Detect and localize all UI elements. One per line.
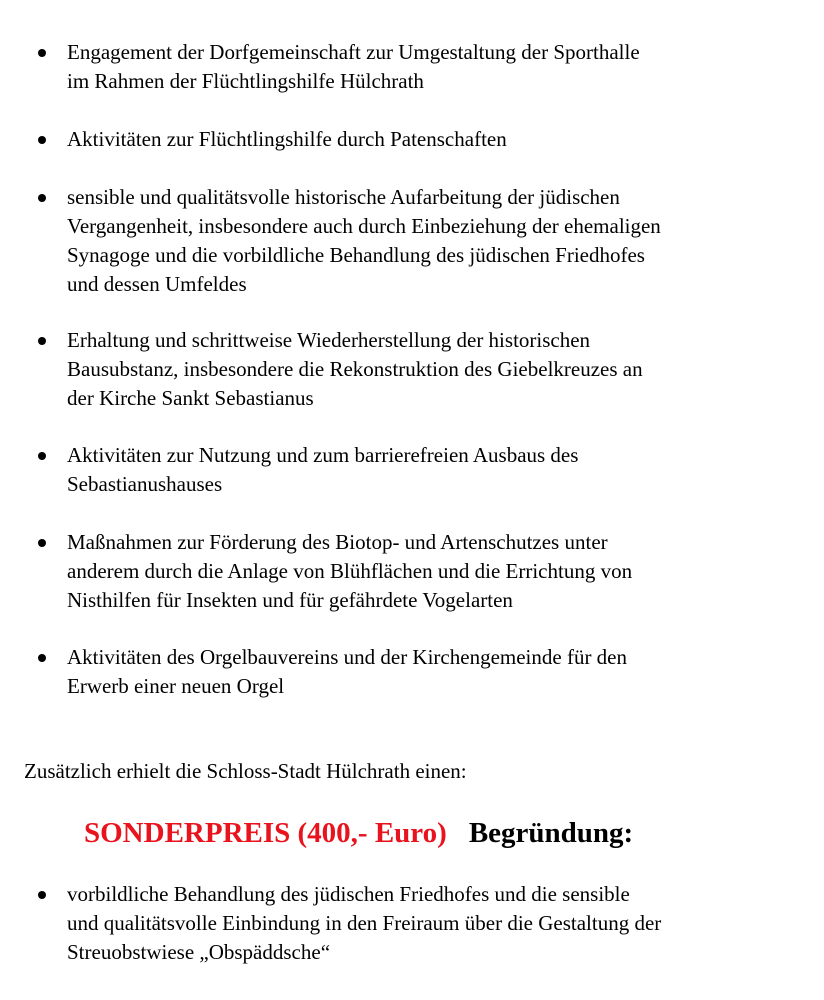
list-item-line: vorbildliche Behandlung des jüdischen Friedhofes und die sensible [67,882,630,906]
list-item-line: der Kirche Sankt Sebastianus [67,386,314,410]
bullet-icon [38,194,46,202]
list-item-line: Aktivitäten zur Flüchtlingshilfe durch Patenschaften [67,127,507,151]
bullet-icon [38,891,46,899]
list-item [67,326,807,413]
prize-title: SONDERPREIS (400,- Euro) [84,817,447,849]
list-item-line: Erhaltung und schrittweise Wiederherstellung der historischen [67,328,591,352]
prize-heading [84,815,633,851]
list-item [67,183,807,299]
list-item-line: Nisthilfen für Insekten und für gefährdete Vogelarten [67,588,513,612]
list-item-line: Engagement der Dorfgemeinschaft zur Umgestaltung der Sporthalle [67,40,640,64]
list-item-line: Maßnahmen zur Förderung des Biotop- und Artenschutzes unter [67,530,608,554]
bullet-icon [38,654,46,662]
bullet-icon [38,539,46,547]
list-item-line: im Rahmen der Flüchtlingshilfe Hülchrath [67,69,424,93]
bullet-icon [38,49,46,57]
list-item-line: und dessen Umfeldes [67,272,247,296]
list-item-line: Bausubstanz, insbesondere die Rekonstruktion des Giebelkreuzes an [67,357,643,381]
intro-text: Zusätzlich erhielt die Schloss-Stadt Hülchrath einen: [24,759,467,783]
bullet-icon [38,337,46,345]
list-item-line: anderem durch die Anlage von Blühflächen und die Errichtung von [67,559,633,583]
list-item-line: Aktivitäten zur Nutzung und zum barrierefreien Ausbaus des [67,443,579,467]
bullet-icon [38,136,46,144]
list-item [67,441,807,499]
list-item-line: Sebastianushauses [67,472,223,496]
list-item [67,643,807,701]
list-item-line: Erwerb einer neuen Orgel [67,674,285,698]
prize-reason-label: Begründung: [468,817,634,849]
list-item-line: Aktivitäten des Orgelbauvereins und der Kirchengemeinde für den [67,645,628,669]
list-item [67,528,807,615]
list-item-line: Vergangenheit, insbesondere auch durch Einbeziehung der ehemaligen [67,214,661,238]
bullet-icon [38,452,46,460]
list-item [67,38,807,96]
list-item-line: Streuobstwiese „Obspäddsche“ [67,940,331,964]
list-item-line: Synagoge und die vorbildliche Behandlung des jüdischen Friedhofes [67,243,645,267]
list-item [67,880,807,967]
list-item [67,125,807,154]
list-item-line: und qualitätsvolle Einbindung in den Freiraum über die Gestaltung der [67,911,662,935]
list-item-line: sensible und qualitätsvolle historische Aufarbeitung der jüdischen [67,185,620,209]
